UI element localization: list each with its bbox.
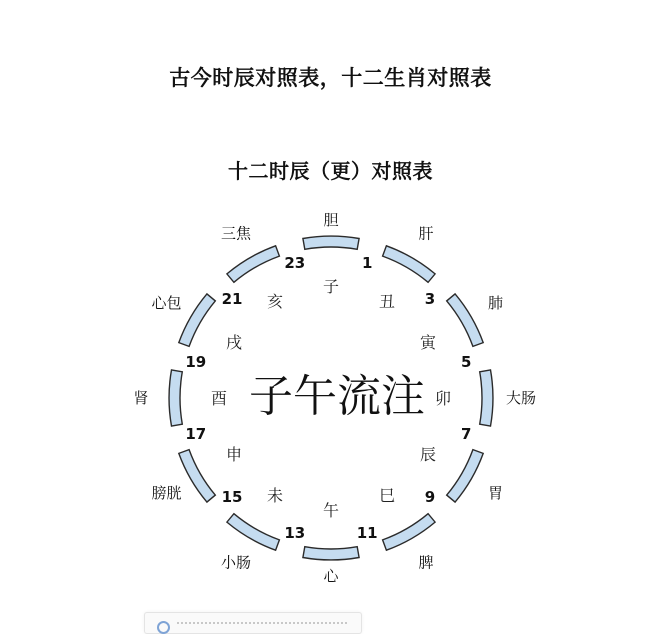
link-icon (157, 621, 170, 634)
hour-label-15: 15 (221, 488, 243, 506)
organ-label-3: 大肠 (505, 389, 537, 407)
branch-label-6: 午 (322, 501, 340, 520)
organ-label-2: 肺 (487, 294, 504, 312)
hour-segment-巳 (383, 514, 436, 551)
organ-label-4: 胃 (487, 484, 504, 502)
hour-segment-寅 (447, 294, 484, 347)
organ-label-8: 膀胱 (151, 484, 182, 502)
organ-label-9: 肾 (133, 389, 149, 407)
organ-label-7: 小肠 (220, 553, 252, 572)
branch-label-11: 亥 (266, 292, 284, 311)
diagram-subtitle: 十二时辰（更）对照表 (228, 159, 433, 183)
organ-label-6: 心 (323, 567, 339, 585)
branch-label-0: 子 (322, 277, 340, 296)
organ-label-10: 心包 (151, 294, 182, 312)
hour-segment-丑 (383, 246, 436, 282)
branch-label-2: 寅 (419, 333, 437, 352)
branch-label-10: 戌 (225, 333, 243, 352)
branch-label-9: 酉 (210, 389, 228, 408)
hour-segment-戌 (179, 294, 216, 347)
hour-segment-午 (303, 547, 359, 560)
hour-label-7: 7 (460, 425, 472, 444)
hour-label-23: 23 (284, 253, 306, 272)
hour-label-11: 11 (356, 524, 378, 543)
hour-segment-未 (227, 514, 280, 551)
organ-label-11: 三焦 (220, 224, 252, 243)
hour-label-1: 1 (361, 253, 373, 272)
hour-label-17: 17 (185, 425, 207, 444)
hour-label-3: 3 (424, 290, 436, 308)
branch-label-1: 丑 (378, 292, 396, 311)
organ-label-5: 脾 (418, 553, 434, 572)
hour-label-5: 5 (460, 352, 472, 371)
hour-label-21: 21 (221, 290, 243, 308)
center-label: 子午流注 (249, 371, 425, 422)
hour-label-19: 19 (185, 352, 207, 371)
hour-segment-辰 (447, 450, 484, 503)
branch-label-4: 辰 (419, 445, 437, 464)
branch-label-5: 巳 (378, 486, 396, 505)
hour-segment-子 (303, 236, 359, 249)
branch-label-7: 未 (266, 486, 284, 505)
branch-label-8: 申 (225, 445, 243, 464)
hour-segment-申 (179, 450, 216, 503)
related-link-card[interactable] (144, 612, 362, 634)
hour-segment-酉 (169, 370, 182, 426)
branch-label-3: 卯 (434, 389, 452, 408)
hour-label-9: 9 (424, 488, 436, 506)
organ-label-1: 肝 (418, 224, 434, 243)
hour-segment-亥 (227, 246, 280, 282)
hour-segment-卯 (480, 370, 493, 426)
hour-label-13: 13 (284, 524, 306, 543)
organ-label-0: 胆 (323, 211, 339, 229)
page-title: 古今时辰对照表，十二生肖对照表 (169, 65, 492, 90)
